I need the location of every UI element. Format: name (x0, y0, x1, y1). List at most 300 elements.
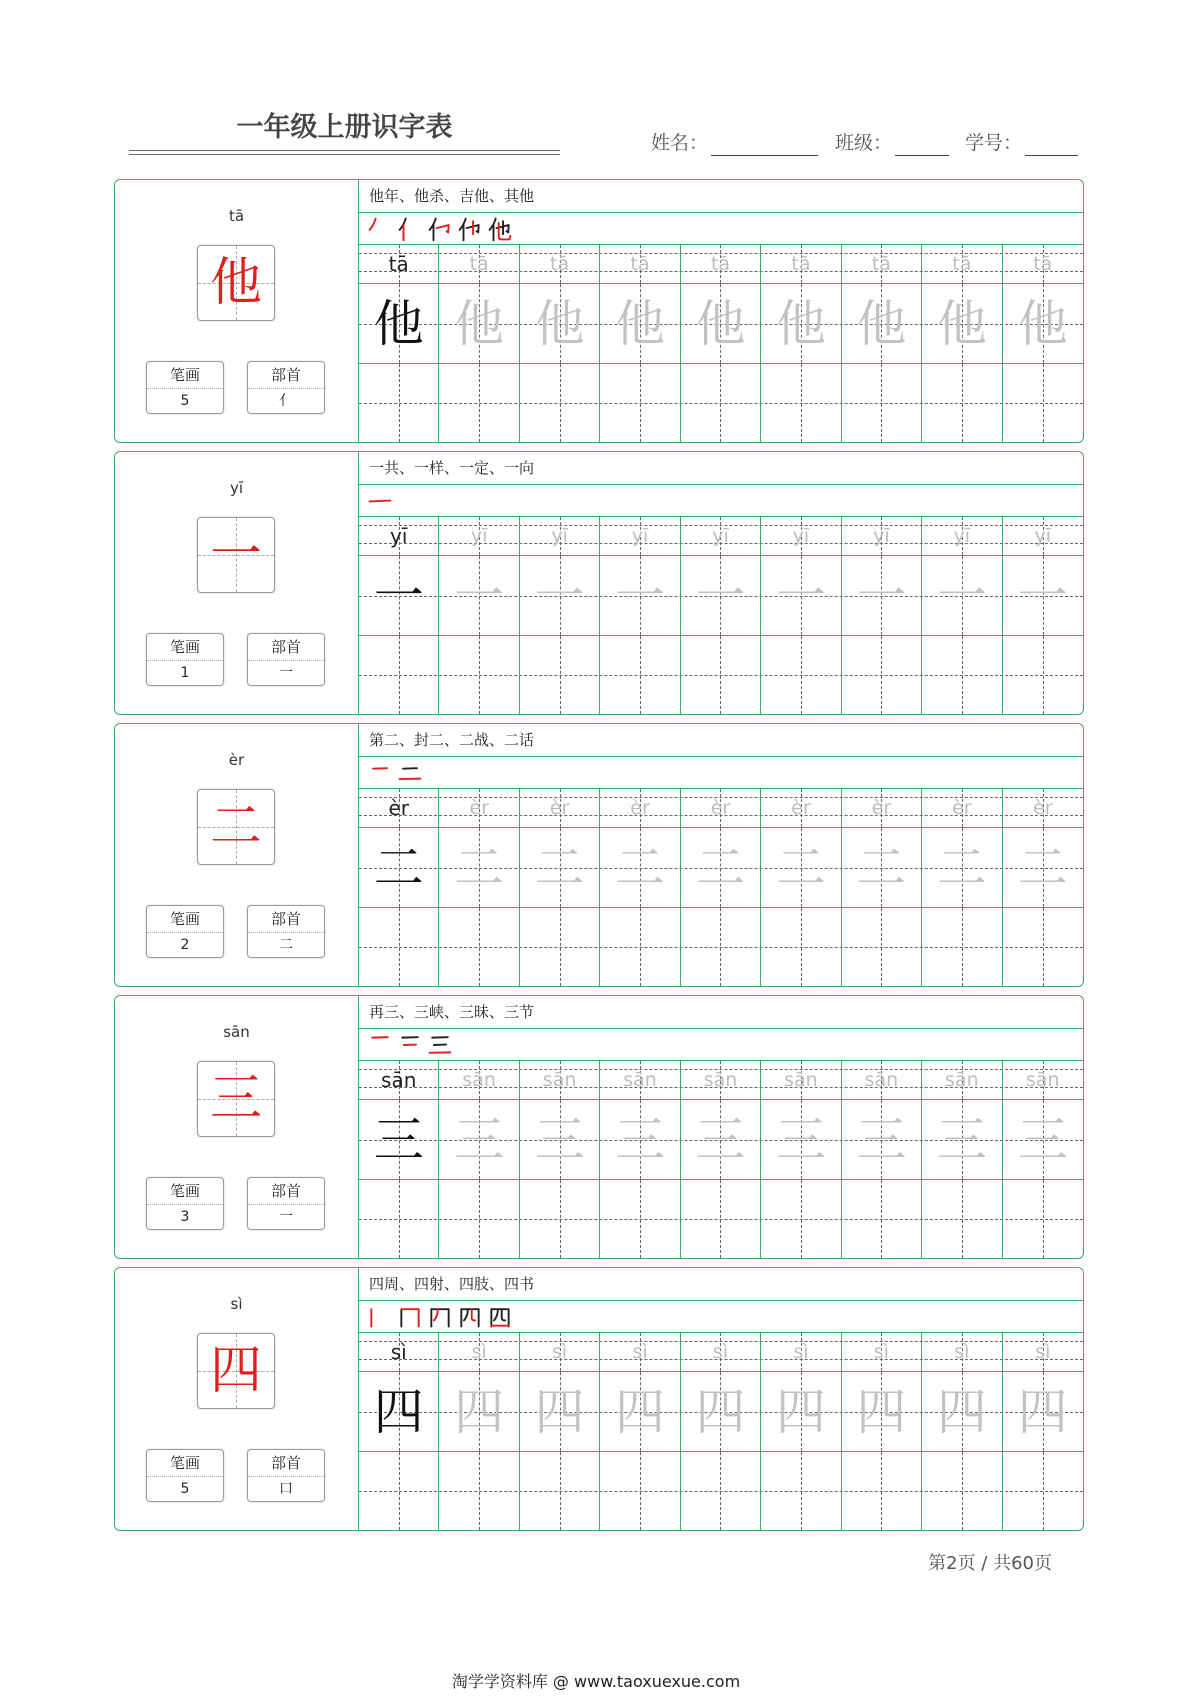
pinyin-cell (1003, 517, 1083, 555)
char-display: 三 (209, 1069, 262, 1129)
radical-box (247, 905, 325, 958)
character-model: 四 (373, 1382, 424, 1441)
character-model: 他 (373, 294, 424, 353)
character-cell (439, 828, 519, 907)
character-cell (359, 1372, 439, 1451)
stroke-count-label: 笔画 (147, 362, 223, 389)
character-cell (922, 556, 1002, 635)
radical-box (247, 361, 325, 414)
character-model: 三 (373, 1110, 424, 1169)
char-info-panel (115, 724, 359, 986)
pinyin-practice-row (359, 517, 1083, 556)
character-cell (600, 1100, 680, 1179)
character-cell (681, 1100, 761, 1179)
character-cell (922, 1372, 1002, 1451)
pinyin-practice-row (359, 789, 1083, 828)
character-trace: 一 (936, 566, 987, 625)
stroke-order-step (367, 1032, 393, 1058)
name-blank-line (711, 155, 818, 156)
blank-cell (359, 636, 439, 714)
pinyin-trace: sì (552, 1340, 568, 1363)
character-cell (842, 284, 922, 363)
stroke-count-value: 5 (180, 1481, 190, 1497)
character-cell (681, 556, 761, 635)
char-card (114, 723, 1084, 987)
pinyin-cell (520, 1061, 600, 1099)
blank-cell (842, 1180, 922, 1258)
pinyin-model: tā (388, 252, 409, 276)
blank-cell (359, 908, 439, 986)
character-trace: 二 (856, 838, 907, 897)
blank-cell (842, 636, 922, 714)
blank-cell (520, 364, 600, 442)
cell-center-guide (881, 1180, 882, 1258)
pinyin-cell (520, 789, 600, 827)
pinyin-trace: sì (471, 1340, 487, 1363)
blank-cell (681, 636, 761, 714)
char-card (114, 1267, 1084, 1531)
cell-center-guide (801, 364, 802, 442)
character-trace: 他 (856, 294, 907, 353)
blank-cell (520, 1452, 600, 1530)
blank-cell (922, 1180, 1002, 1258)
pinyin-trace: sì (1035, 1340, 1051, 1363)
char-display-box (197, 1061, 275, 1137)
char-info-panel (115, 1268, 359, 1530)
char-display-box (197, 245, 275, 321)
cell-center-guide (479, 636, 480, 714)
practice-panel (359, 1268, 1083, 1530)
page-title: 一年级上册识字表 (236, 112, 453, 143)
char-pinyin: yī (229, 479, 244, 497)
character-cell (761, 1372, 841, 1451)
pinyin-cell (600, 1061, 680, 1099)
pinyin-cell (922, 1333, 1002, 1371)
pinyin-cell (1003, 789, 1083, 827)
blank-cell (922, 636, 1002, 714)
class-blank-line (895, 155, 949, 156)
cell-center-guide (640, 636, 641, 714)
blank-cell (439, 364, 519, 442)
character-cell (359, 556, 439, 635)
character-cell (1003, 1100, 1083, 1179)
pinyin-trace: èr (1033, 796, 1053, 819)
char-info-panel (115, 996, 359, 1258)
pinyin-cell (1003, 245, 1083, 283)
char-pinyin: sì (230, 1295, 243, 1313)
blank-cell (1003, 1180, 1083, 1258)
radical-box (247, 1177, 325, 1230)
current-stroke (434, 1309, 438, 1320)
character-cell (681, 828, 761, 907)
pinyin-trace: èr (952, 796, 972, 819)
character-cell (439, 1100, 519, 1179)
pinyin-cell (922, 789, 1002, 827)
cell-center-guide (962, 636, 963, 714)
stroke-order-row (359, 757, 1083, 789)
character-trace: 四 (936, 1382, 987, 1441)
pinyin-cell (922, 245, 1002, 283)
character-cell (922, 284, 1002, 363)
pinyin-cell (439, 1333, 519, 1371)
pinyin-trace: tā (630, 252, 650, 275)
stroke-order-row (359, 1029, 1083, 1061)
cell-center-guide (560, 908, 561, 986)
cell-center-guide (479, 908, 480, 986)
cell-center-guide (720, 364, 721, 442)
stroke-count-box (146, 905, 224, 958)
previous-stroke (464, 1309, 468, 1320)
word-list: 四周、四射、四肢、四书 (359, 1268, 1083, 1301)
class-label: 班级： (835, 132, 893, 154)
cell-center-guide (640, 1452, 641, 1530)
student-id-blank-line (1025, 155, 1078, 156)
name-label: 姓名： (651, 132, 709, 154)
pinyin-trace: tā (952, 252, 972, 275)
char-display-box (197, 1333, 275, 1409)
pinyin-trace: sì (873, 1340, 889, 1363)
character-trace: 二 (1017, 838, 1068, 897)
blank-cell (842, 1452, 922, 1530)
stroke-count-box (146, 361, 224, 414)
previous-stroke (461, 1309, 478, 1326)
character-cell (761, 284, 841, 363)
stroke-count-label: 笔画 (147, 1450, 223, 1477)
pinyin-cell (520, 245, 600, 283)
character-cell (1003, 284, 1083, 363)
character-cell (439, 556, 519, 635)
word-list: 第二、封二、二战、二话 (359, 724, 1083, 757)
character-trace: 四 (856, 1382, 907, 1441)
cell-center-guide (962, 908, 963, 986)
blank-cell (600, 908, 680, 986)
blank-practice-row (359, 1452, 1083, 1530)
stroke-order-step (397, 216, 423, 242)
pinyin-trace: sān (1025, 1068, 1060, 1091)
blank-cell (761, 364, 841, 442)
character-trace: 四 (615, 1382, 666, 1441)
character-trace: 他 (936, 294, 987, 353)
radical-label: 部首 (248, 1450, 324, 1477)
stroke-count-value: 3 (180, 1209, 190, 1225)
pinyin-trace: yī (1034, 524, 1052, 547)
character-trace: 一 (695, 566, 746, 625)
character-cell (600, 1372, 680, 1451)
character-trace: 四 (695, 1382, 746, 1441)
pinyin-trace: sān (542, 1068, 577, 1091)
cell-center-guide (881, 908, 882, 986)
current-stroke (401, 1309, 418, 1326)
pinyin-cell (842, 789, 922, 827)
char-display: 一 (209, 525, 262, 585)
character-cell (922, 1100, 1002, 1179)
stroke-order-row (359, 1301, 1083, 1333)
pinyin-cell (1003, 1061, 1083, 1099)
word-list: 再三、三峡、三昧、三节 (359, 996, 1083, 1029)
char-card (114, 179, 1084, 443)
character-cell (1003, 556, 1083, 635)
pinyin-cell (681, 1333, 761, 1371)
cell-center-guide (720, 1180, 721, 1258)
character-trace: 四 (775, 1382, 826, 1441)
pinyin-cell (681, 517, 761, 555)
character-model: 二 (373, 838, 424, 897)
cell-center-guide (881, 636, 882, 714)
cell-center-guide (881, 364, 882, 442)
character-cell (761, 828, 841, 907)
stroke-order-step (397, 760, 423, 786)
stroke-count-label: 笔画 (147, 906, 223, 933)
pinyin-cell (681, 1061, 761, 1099)
cell-center-guide (640, 908, 641, 986)
stroke-order-step (487, 1304, 513, 1330)
radical-box (247, 1449, 325, 1502)
character-cell (681, 1372, 761, 1451)
word-list: 他年、他杀、吉他、其他 (359, 180, 1083, 213)
char-pinyin: sān (223, 1023, 250, 1041)
previous-stroke (502, 1309, 505, 1320)
character-trace: 他 (534, 294, 585, 353)
pinyin-trace: tā (791, 252, 811, 275)
pinyin-model: sān (381, 1068, 417, 1092)
character-practice-row (359, 828, 1083, 908)
cell-center-guide (399, 364, 400, 442)
pinyin-trace: sān (864, 1068, 899, 1091)
character-trace: 三 (856, 1110, 907, 1169)
source-watermark: 淘学学资料库 @ www.taoxuexue.com (451, 1672, 741, 1691)
pinyin-cell (842, 1333, 922, 1371)
current-stroke (370, 500, 391, 501)
blank-practice-row (359, 1180, 1083, 1258)
character-trace: 二 (936, 838, 987, 897)
character-trace: 他 (775, 294, 826, 353)
character-practice-row (359, 1100, 1083, 1180)
blank-cell (681, 1180, 761, 1258)
current-stroke (370, 218, 376, 229)
cell-center-guide (479, 364, 480, 442)
pinyin-trace: tā (469, 252, 489, 275)
blank-cell (520, 636, 600, 714)
stroke-count-value: 1 (180, 665, 190, 681)
char-card (114, 451, 1084, 715)
cell-center-guide (720, 908, 721, 986)
char-info-panel (115, 452, 359, 714)
pinyin-trace: sì (954, 1340, 970, 1363)
character-cell (520, 1100, 600, 1179)
cell-center-guide (640, 364, 641, 442)
character-cell (520, 1372, 600, 1451)
pinyin-trace: èr (710, 796, 731, 819)
char-display: 二 (209, 797, 262, 857)
character-trace: 二 (454, 838, 505, 897)
cell-center-guide (399, 636, 400, 714)
pinyin-cell (842, 245, 922, 283)
character-cell (439, 1372, 519, 1451)
char-display-box (197, 789, 275, 865)
stroke-count-box (146, 1177, 224, 1230)
pinyin-model: sì (390, 1340, 407, 1364)
pinyin-cell (439, 1061, 519, 1099)
character-cell (681, 284, 761, 363)
pinyin-cell (439, 245, 519, 283)
pinyin-trace: yī (470, 524, 488, 547)
cell-center-guide (1043, 636, 1044, 714)
cell-center-guide (962, 1180, 963, 1258)
character-cell (600, 828, 680, 907)
blank-cell (1003, 1452, 1083, 1530)
blank-cell (520, 908, 600, 986)
current-stroke (437, 225, 449, 232)
pinyin-trace: tā (710, 252, 731, 275)
stroke-count-box (146, 633, 224, 686)
pinyin-cell (922, 517, 1002, 555)
pinyin-cell (520, 517, 600, 555)
stroke-order-step (457, 216, 483, 242)
character-cell (922, 828, 1002, 907)
blank-cell (439, 1180, 519, 1258)
char-info-panel (115, 180, 359, 442)
radical-label: 部首 (248, 634, 324, 661)
pinyin-practice-row (359, 1061, 1083, 1100)
pinyin-cell (600, 245, 680, 283)
pinyin-cell (359, 789, 439, 827)
pinyin-cell (600, 1333, 680, 1371)
character-trace: 三 (775, 1110, 826, 1169)
cell-center-guide (399, 1452, 400, 1530)
pinyin-model: yī (390, 524, 408, 548)
page-number: 第2页 / 共60页 (928, 1553, 1052, 1574)
pinyin-trace: sān (623, 1068, 657, 1091)
blank-cell (761, 908, 841, 986)
character-trace: 三 (1017, 1110, 1068, 1169)
char-pinyin: èr (228, 751, 245, 769)
pinyin-trace: yī (712, 524, 729, 547)
practice-panel (359, 452, 1083, 714)
stroke-order-row (359, 213, 1083, 245)
cell-center-guide (962, 364, 963, 442)
cell-center-guide (1043, 1452, 1044, 1530)
blank-cell (359, 1180, 439, 1258)
pinyin-trace: èr (549, 796, 570, 819)
character-trace: 三 (695, 1110, 746, 1169)
cell-center-guide (560, 636, 561, 714)
pinyin-cell (761, 517, 841, 555)
cell-center-guide (962, 1452, 963, 1530)
pinyin-cell (1003, 1333, 1083, 1371)
blank-cell (842, 364, 922, 442)
stroke-count-box (146, 1449, 224, 1502)
character-practice-row (359, 1372, 1083, 1452)
stroke-count-label: 笔画 (147, 1178, 223, 1205)
word-list: 一共、一样、一定、一向 (359, 452, 1083, 485)
character-trace: 四 (1017, 1382, 1068, 1441)
pinyin-practice-row (359, 245, 1083, 284)
pinyin-trace: èr (630, 796, 650, 819)
previous-stroke (491, 1309, 508, 1326)
character-trace: 三 (936, 1110, 987, 1169)
title-underline (129, 154, 560, 155)
stroke-order-row (359, 485, 1083, 517)
practice-panel (359, 180, 1083, 442)
blank-cell (1003, 908, 1083, 986)
practice-panel (359, 724, 1083, 986)
stroke-order-step (487, 216, 513, 242)
student-id-label: 学号： (965, 132, 1023, 154)
character-cell (359, 828, 439, 907)
blank-cell (1003, 364, 1083, 442)
character-cell (842, 1100, 922, 1179)
blank-cell (600, 1452, 680, 1530)
cell-center-guide (801, 1452, 802, 1530)
pinyin-cell (761, 1061, 841, 1099)
radical-label: 部首 (248, 1178, 324, 1205)
pinyin-trace: sān (462, 1068, 496, 1091)
character-trace: 二 (775, 838, 826, 897)
cell-center-guide (399, 1180, 400, 1258)
blank-practice-row (359, 908, 1083, 986)
pinyin-cell (922, 1061, 1002, 1099)
blank-cell (439, 636, 519, 714)
blank-cell (600, 1180, 680, 1258)
character-practice-row (359, 556, 1083, 636)
cell-center-guide (1043, 1180, 1044, 1258)
cell-center-guide (560, 1452, 561, 1530)
pinyin-cell (761, 245, 841, 283)
pinyin-trace: tā (550, 252, 570, 275)
blank-cell (439, 1452, 519, 1530)
pinyin-trace: yī (873, 524, 890, 547)
character-cell (1003, 1372, 1083, 1451)
character-trace: 一 (615, 566, 666, 625)
pinyin-trace: èr (871, 796, 892, 819)
cell-center-guide (881, 1452, 882, 1530)
radical-value: 亻 (279, 393, 293, 409)
stroke-count-value: 5 (180, 393, 190, 409)
character-trace: 一 (454, 566, 505, 625)
stroke-order-step (367, 216, 393, 242)
pinyin-trace: yī (792, 524, 810, 547)
blank-practice-row (359, 636, 1083, 714)
radical-value: 二 (279, 937, 293, 953)
pinyin-cell (520, 1333, 600, 1371)
blank-cell (761, 1180, 841, 1258)
cell-center-guide (720, 636, 721, 714)
character-trace: 他 (695, 294, 746, 353)
pinyin-trace: tā (871, 252, 891, 275)
pinyin-cell (681, 245, 761, 283)
pinyin-trace: sān (945, 1068, 979, 1091)
pinyin-cell (359, 1061, 439, 1099)
character-trace: 三 (534, 1110, 585, 1169)
character-trace: 四 (534, 1382, 585, 1441)
character-trace: 三 (615, 1110, 666, 1169)
pinyin-cell (439, 789, 519, 827)
pinyin-trace: yī (953, 524, 971, 547)
character-cell (520, 556, 600, 635)
char-display-box (197, 517, 275, 593)
stroke-order-step (367, 488, 393, 514)
character-cell (842, 1372, 922, 1451)
character-trace: 二 (615, 838, 666, 897)
pinyin-cell (761, 1333, 841, 1371)
blank-cell (761, 636, 841, 714)
blank-cell (922, 1452, 1002, 1530)
blank-cell (842, 908, 922, 986)
character-trace: 四 (454, 1382, 505, 1441)
blank-cell (681, 364, 761, 442)
cell-center-guide (640, 1180, 641, 1258)
character-trace: 他 (454, 294, 505, 353)
